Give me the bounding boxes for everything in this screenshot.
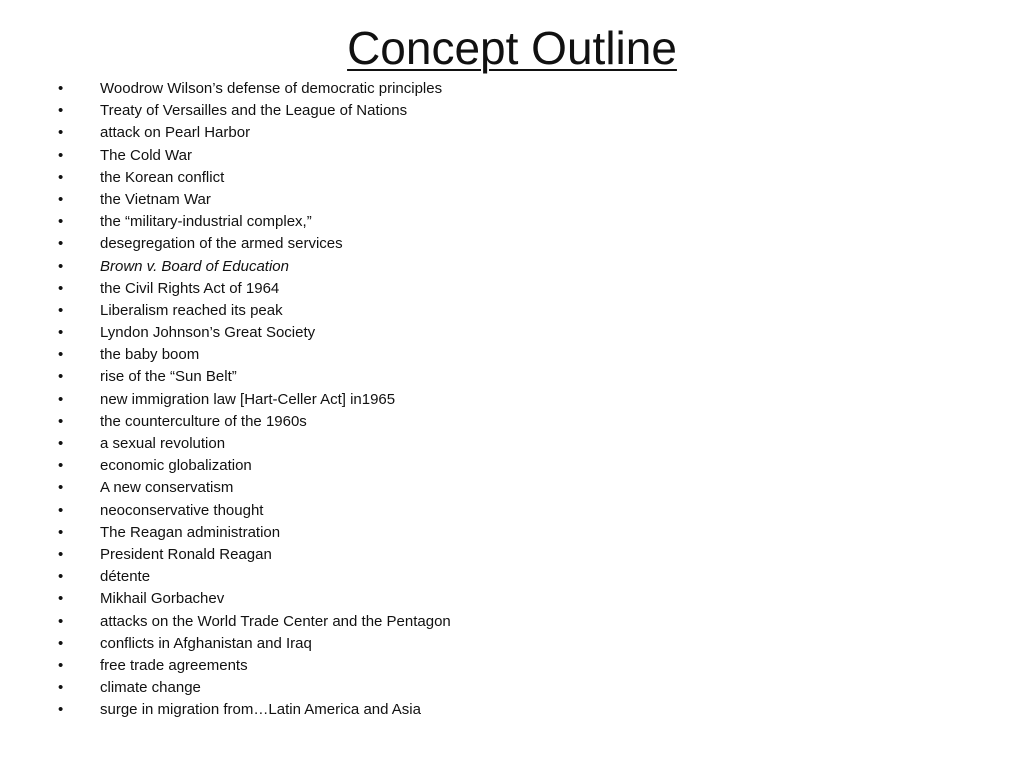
outline-item-text: attack on Pearl Harbor — [100, 124, 251, 142]
outline-item — [58, 455, 451, 477]
outline-item — [58, 278, 451, 300]
bullet-icon: • — [58, 279, 64, 297]
concept-outline-list — [58, 78, 451, 721]
bullet-icon: • — [58, 568, 64, 586]
outline-item — [58, 211, 451, 233]
outline-item — [58, 145, 451, 167]
bullet-icon: • — [58, 146, 64, 164]
bullet-icon: • — [58, 634, 64, 652]
bullet-icon: • — [58, 346, 64, 364]
bullet-icon: • — [58, 213, 64, 231]
outline-item-text: neoconservative thought — [100, 501, 264, 519]
outline-item — [58, 256, 451, 278]
outline-item — [58, 233, 451, 255]
outline-item-text: the Vietnam War — [100, 190, 211, 208]
outline-item-text: The Cold War — [100, 146, 192, 164]
bullet-icon: • — [58, 435, 64, 452]
outline-item — [58, 699, 451, 721]
outline-item-text: The Reagan administration — [100, 523, 281, 541]
outline-item — [58, 566, 451, 588]
outline-item — [58, 477, 451, 499]
outline-item-text: attacks on the World Trade Center and the Pentagon — [100, 612, 451, 630]
outline-item — [58, 588, 451, 610]
outline-item — [58, 389, 451, 411]
outline-item — [58, 344, 451, 366]
bullet-icon: • — [58, 235, 64, 253]
outline-item — [58, 122, 451, 144]
bullet-icon: • — [58, 590, 64, 608]
outline-item — [58, 189, 451, 211]
outline-item-text: Mikhail Gorbachev — [100, 590, 225, 608]
bullet-icon: • — [58, 679, 64, 697]
bullet-icon: • — [58, 545, 64, 563]
outline-item-text: détente — [100, 568, 151, 586]
bullet-icon: • — [58, 168, 64, 186]
outline-item-text: the counterculture of the 1960s — [100, 412, 307, 430]
outline-item-text: Lyndon Johnson’s Great Society — [100, 324, 316, 342]
bullet-icon: • — [58, 102, 64, 120]
outline-item-text: desegregation of the armed services — [100, 235, 343, 253]
outline-item — [58, 433, 451, 455]
bullet-icon: • — [58, 324, 64, 342]
bullet-icon: • — [58, 257, 64, 275]
outline-item — [58, 366, 451, 388]
outline-item-text: Woodrow Wilson’s defense of democratic principles — [100, 80, 443, 97]
outline-item-text: conflicts in Afghanistan and Iraq — [100, 634, 312, 652]
outline-item-text: President Ronald Reagan — [100, 545, 272, 563]
bullet-icon: • — [58, 701, 64, 719]
bullet-icon: • — [58, 301, 64, 319]
outline-item — [58, 300, 451, 322]
bullet-icon: • — [58, 457, 64, 475]
outline-item-text: the baby boom — [100, 346, 200, 364]
bullet-icon: • — [58, 390, 64, 408]
outline-item — [58, 655, 451, 677]
outline-item-text: A new conservatism — [100, 479, 234, 497]
outline-item — [58, 167, 451, 189]
outline-item — [58, 78, 451, 100]
outline-item-text: climate change — [100, 679, 201, 697]
bullet-icon: • — [58, 612, 64, 630]
outline-item — [58, 633, 451, 655]
outline-item — [58, 544, 451, 566]
outline-item — [58, 322, 451, 344]
outline-item — [58, 500, 451, 522]
bullet-icon: • — [58, 501, 64, 519]
outline-item-text: Brown v. Board of Education — [100, 257, 289, 275]
outline-item-text: the Korean conflict — [100, 168, 225, 186]
bullet-icon: • — [58, 190, 64, 208]
outline-item-text: Liberalism reached its peak — [100, 301, 283, 319]
outline-item-text: rise of the “Sun Belt” — [100, 368, 237, 386]
outline-item — [58, 677, 451, 699]
outline-item-text: free trade agreements — [100, 656, 248, 674]
outline-item-text: new immigration law [Hart-Celler Act] in1965 — [100, 390, 396, 408]
outline-item-text: the “military-industrial complex,” — [100, 213, 312, 231]
outline-item — [58, 411, 451, 433]
bullet-icon: • — [58, 412, 64, 430]
bullet-icon: • — [58, 479, 64, 497]
outline-item-text: economic globalization — [100, 457, 252, 475]
outline-item-text: the Civil Rights Act of 1964 — [100, 279, 280, 297]
slide-title: Concept Outline — [347, 22, 677, 74]
outline-item — [58, 522, 451, 544]
bullet-icon: • — [58, 368, 64, 386]
bullet-icon: • — [58, 656, 64, 674]
bullet-icon: • — [58, 80, 64, 97]
bullet-icon: • — [58, 124, 64, 142]
outline-item-text: a sexual revolution — [100, 435, 226, 452]
outline-item — [58, 611, 451, 633]
outline-item — [58, 100, 451, 122]
bullet-icon: • — [58, 523, 64, 541]
outline-item-text: surge in migration from…Latin America and Asia — [100, 701, 421, 719]
outline-item-text: Treaty of Versailles and the League of Nations — [100, 102, 408, 120]
